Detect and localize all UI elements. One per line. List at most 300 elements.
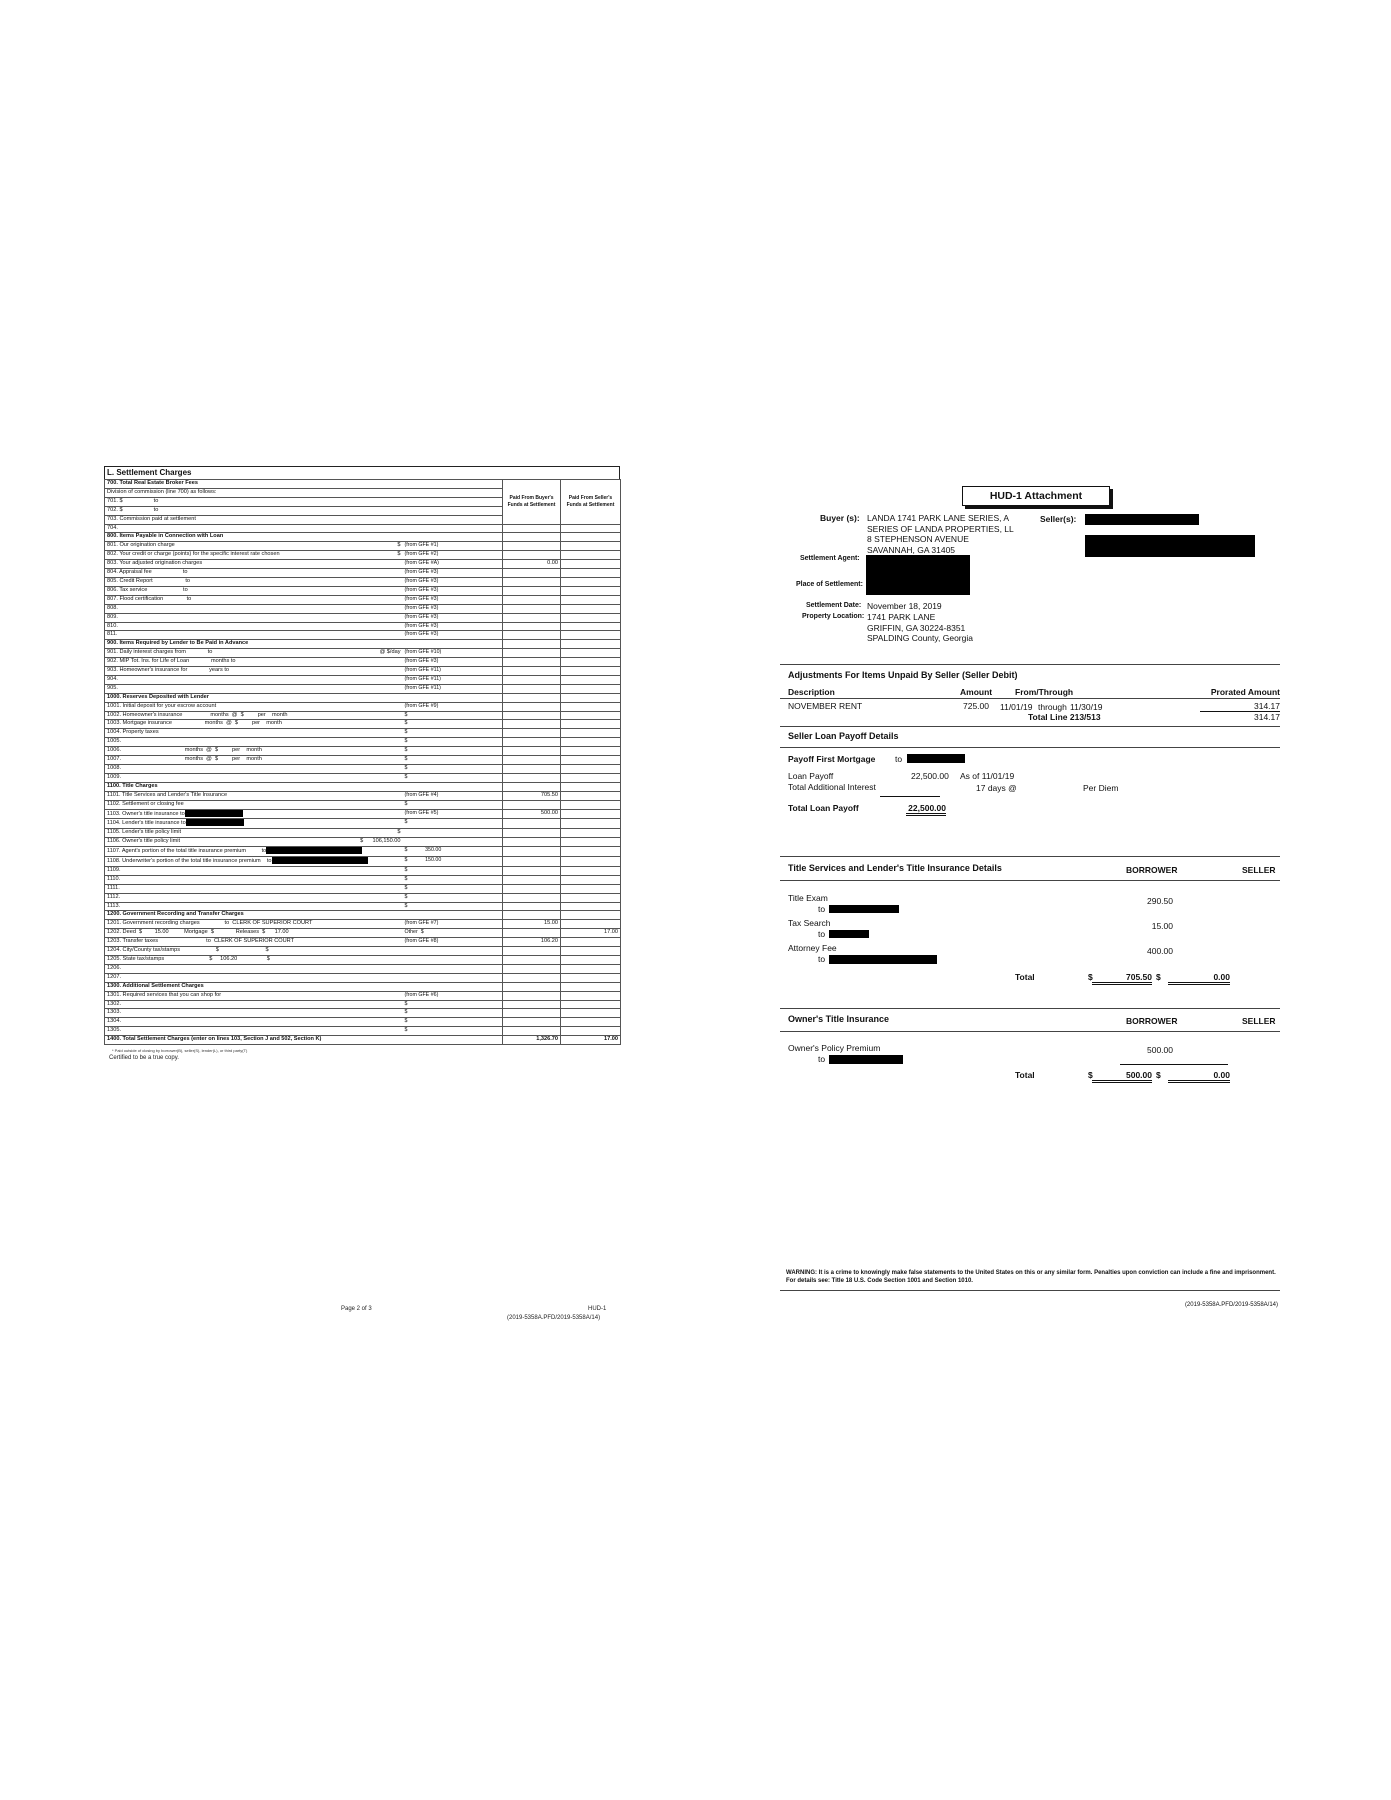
row-label [105, 693, 403, 702]
buyer-amount [503, 947, 561, 956]
seller-amount [561, 911, 621, 920]
row-label-text: 809. [107, 613, 118, 620]
row-label [105, 586, 403, 595]
row-label [105, 866, 403, 875]
buyer-amount: 1,326.70 [503, 1036, 561, 1045]
settlement-agent-redaction [866, 555, 970, 595]
seller-amount [561, 838, 621, 847]
row-label [105, 667, 403, 676]
buyer-amount [503, 738, 561, 747]
row-label [105, 488, 403, 497]
row-reference [403, 911, 503, 920]
loan-payoff-as-of: As of 11/01/19 [960, 771, 1015, 781]
row-label-text: 701. $ to [107, 497, 159, 504]
seller-amount [561, 857, 621, 867]
row-label [105, 515, 403, 524]
loan-payoff-value: 22,500.00 [911, 771, 949, 781]
row-label-text: 1004. Property taxes [107, 729, 159, 736]
row-label [105, 819, 403, 829]
table-row [105, 1000, 621, 1009]
seller-amount [561, 675, 621, 684]
seller-amount [561, 631, 621, 640]
seller-name-redaction [1085, 514, 1199, 525]
row-label-text: 1000. Reserves Deposited with Lender [107, 693, 209, 700]
row-label-text: 1007. months @ $ per month [107, 756, 262, 763]
buyer-amount [503, 693, 561, 702]
row-amount: @ $/day [379, 649, 401, 656]
row-reference: $ [403, 1018, 503, 1027]
table-row [105, 693, 621, 702]
row-label [105, 765, 403, 774]
redaction-block [272, 857, 368, 864]
row-label [105, 613, 403, 622]
seller-amount [561, 991, 621, 1000]
seller-amount [561, 720, 621, 729]
row-label-text: 901. Daily interest charges from to [107, 649, 213, 656]
row-reference [403, 488, 503, 497]
seller-amount [561, 693, 621, 702]
row-reference: $ [403, 738, 503, 747]
title-total-seller: 0.00 [1168, 972, 1230, 985]
table-row [105, 1018, 621, 1027]
seller-address-redaction [1085, 535, 1255, 557]
row-reference: (from GFE #11) [403, 684, 503, 693]
owners-seller-rule [1172, 1064, 1228, 1065]
row-label [105, 649, 403, 658]
section-title: L. Settlement Charges [104, 466, 620, 479]
seller-amount [561, 819, 621, 829]
row-reference [403, 1036, 503, 1045]
row-reference: (from GFE #9) [403, 702, 503, 711]
title-item-to: to [818, 929, 826, 939]
table-row [105, 929, 621, 938]
table-row [105, 955, 621, 964]
row-label [105, 982, 403, 991]
table-row [105, 640, 621, 649]
seller-amount [561, 982, 621, 991]
row-label [105, 720, 403, 729]
row-label-text: 1400. Total Settlement Charges (enter on lines 103, Section J and 502, Section K) [107, 1036, 322, 1043]
row-reference: (from GFE #3) [403, 569, 503, 578]
buyer-amount [503, 542, 561, 551]
row-reference [403, 497, 503, 506]
row-label [105, 929, 403, 938]
row-label-text: 1001. Initial deposit for your escrow account [107, 702, 217, 709]
buyer-amount [503, 893, 561, 902]
page-number: Page 2 of 3 [341, 1306, 372, 1312]
row-reference [403, 533, 503, 542]
row-label [105, 524, 403, 533]
col-seller: SELLER [1242, 865, 1276, 875]
row-label [105, 640, 403, 649]
row-label [105, 533, 403, 542]
row-label [105, 542, 403, 551]
row-reference: (from GFE #3) [403, 622, 503, 631]
row-label-text: 1305. [107, 1027, 121, 1034]
owners-total-borrower: 500.00 [1092, 1070, 1152, 1083]
col-from-through: From/Through [1015, 687, 1074, 697]
row-reference: (from GFE #4) [403, 791, 503, 800]
row-reference: $ 150.00 [403, 857, 503, 867]
row-reference: $ [403, 765, 503, 774]
buyer-amount [503, 577, 561, 586]
title-exam-redaction [829, 905, 899, 913]
property-block [867, 612, 973, 644]
row-reference [403, 947, 503, 956]
adjust-item-desc: NOVEMBER RENT [788, 701, 863, 711]
buyer-amount [503, 551, 561, 560]
row-label [105, 964, 403, 973]
form-code-left: (2019-5358A.PFD/2019-5358A/14) [507, 1315, 601, 1321]
row-label-text: 1105. Lender's title policy limit [107, 829, 182, 836]
row-label-text: 1301. Required services that you can shop for [107, 991, 222, 998]
owners-total-seller: 0.00 [1168, 1070, 1230, 1083]
owners-policy-label: Owner's Policy Premium [788, 1043, 881, 1053]
row-label-text: 1108. Underwriter's portion of the total title insurance premium to [107, 858, 272, 864]
table-row [105, 658, 621, 667]
seller-amount [561, 973, 621, 982]
seller-amount [561, 684, 621, 693]
owners-title-heading: Owner's Title Insurance [788, 1014, 890, 1024]
title-total-borrower: 705.50 [1092, 972, 1152, 985]
table-row [105, 973, 621, 982]
table-row [105, 838, 621, 847]
buyer-block [867, 513, 1014, 555]
row-label-text: 807. Flood certification to [107, 595, 192, 602]
row-label [105, 991, 403, 1000]
buyer-line: 8 STEPHENSON AVENUE [867, 534, 969, 544]
row-label [105, 756, 403, 765]
row-label [105, 893, 403, 902]
row-label-text: 1201. Government recording charges to CLERK OF SUPERIOR COURT [107, 920, 313, 927]
table-row [105, 911, 621, 920]
seller-amount [561, 765, 621, 774]
table-row [105, 947, 621, 956]
col-borrower: BORROWER [1126, 865, 1178, 875]
row-label-text: 800. Items Payable in Connection with Loan [107, 533, 224, 540]
row-label [105, 791, 403, 800]
seller-column-header: Paid From Seller's Funds at Settlement [561, 480, 621, 525]
buyer-amount [503, 667, 561, 676]
loan-payoff-label: Loan Payoff [788, 771, 834, 781]
row-label [105, 947, 403, 956]
buyer-amount [503, 866, 561, 875]
table-row [105, 809, 621, 819]
seller-amount [561, 920, 621, 929]
title-item-to: to [818, 954, 826, 964]
row-label-text: 1203. Transfer taxes to CLERK OF SUPERIOR COURT [107, 938, 295, 945]
seller-amount [561, 667, 621, 676]
seller-amount [561, 542, 621, 551]
row-label [105, 955, 403, 964]
seller-amount [561, 560, 621, 569]
divider [780, 880, 1280, 881]
buyer-amount [503, 1018, 561, 1027]
row-label-text: 805. Credit Report to [107, 577, 191, 584]
col-seller: SELLER [1242, 1016, 1276, 1026]
row-label-text: 1202. Deed $ 15.00 Mortgage $ Releases $ 17.00 [107, 929, 289, 936]
row-label [105, 569, 403, 578]
buyer-amount: 0.00 [503, 560, 561, 569]
table-row [105, 738, 621, 747]
seller-amount: 17.00 [561, 929, 621, 938]
row-label-text: 1111. [107, 884, 120, 891]
row-label [105, 675, 403, 684]
table-row [105, 524, 621, 533]
row-reference: $ [403, 819, 503, 829]
property-location-label: Property Location: [802, 613, 865, 620]
row-label [105, 1000, 403, 1009]
row-label-text: 904. [107, 675, 118, 682]
row-reference: (from GFE #3) [403, 631, 503, 640]
row-label [105, 809, 403, 819]
row-label-text: 1102. Settlement or closing fee [107, 800, 184, 807]
row-label-text: 802. Your credit or charge (points) for the specific interest rate chosen [107, 551, 280, 558]
row-reference [403, 524, 503, 533]
buyer-amount [503, 929, 561, 938]
table-row [105, 569, 621, 578]
table-row [105, 782, 621, 791]
table-row [105, 991, 621, 1000]
row-label-text: 1207. [107, 973, 121, 980]
row-label [105, 577, 403, 586]
buyer-amount [503, 1000, 561, 1009]
title-item-value: 290.50 [1147, 896, 1173, 906]
owners-policy-value: 500.00 [1147, 1045, 1173, 1055]
row-reference: (from GFE #1) [403, 542, 503, 551]
certified-text: Certified to be a true copy. [109, 1055, 179, 1062]
seller-amount [561, 782, 621, 791]
buyer-amount [503, 1027, 561, 1036]
row-label [105, 622, 403, 631]
payoff-first-mortgage: Payoff First Mortgage [788, 754, 876, 764]
row-reference: (from GFE #3) [403, 658, 503, 667]
seller-amount [561, 595, 621, 604]
row-reference: (from GFE #3) [403, 586, 503, 595]
row-reference: (from GFE #3) [403, 613, 503, 622]
seller-amount [561, 533, 621, 542]
seller-amount [561, 800, 621, 809]
row-label [105, 911, 403, 920]
table-row [105, 533, 621, 542]
settlement-agent-label: Settlement Agent: [800, 555, 860, 562]
row-label [105, 1027, 403, 1036]
buyer-amount [503, 902, 561, 911]
per-diem: Per Diem [1083, 783, 1119, 793]
table-row [105, 667, 621, 676]
form-id: HUD-1 [588, 1306, 607, 1312]
row-label-text: 905. [107, 684, 118, 691]
row-label-text: 903. Homeowner's insurance for years to [107, 667, 230, 674]
payoff-heading: Seller Loan Payoff Details [788, 731, 899, 741]
row-reference: (from GFE #10) [403, 649, 503, 658]
row-label-text: 1006. months @ $ per month [107, 747, 262, 754]
seller-amount [561, 791, 621, 800]
buyer-amount [503, 569, 561, 578]
table-row [105, 765, 621, 774]
seller-amount [561, 938, 621, 947]
seller-amount [561, 738, 621, 747]
buyer-amount [503, 829, 561, 838]
title-item-name: Attorney Fee [788, 943, 837, 953]
row-reference: $ [403, 720, 503, 729]
table-row [105, 1036, 621, 1045]
property-line: SPALDING County, Georgia [867, 633, 973, 643]
row-label-text: 703. Commission paid at settlement [107, 515, 196, 522]
seller-amount: 17.00 [561, 1036, 621, 1045]
row-reference: $ [403, 893, 503, 902]
tax-search-redaction [829, 930, 869, 938]
row-label-text: Division of commission (line 700) as follows: [107, 488, 217, 495]
buyer-amount [503, 675, 561, 684]
row-label [105, 702, 403, 711]
row-reference: (from GFE #3) [403, 604, 503, 613]
divider [780, 1008, 1280, 1009]
row-reference [403, 964, 503, 973]
row-label-text: 1003. Mortgage insurance months @ $ per month [107, 720, 282, 727]
buyer-amount [503, 684, 561, 693]
title-services-heading: Title Services and Lender's Title Insurance Details [788, 863, 1002, 873]
table-row [105, 902, 621, 911]
row-label [105, 838, 403, 847]
adjust-item-prorated: 314.17 [1200, 701, 1280, 712]
row-label [105, 711, 403, 720]
dollar-sign: $ [1088, 1070, 1093, 1080]
buyer-amount [503, 982, 561, 991]
seller-amount [561, 1027, 621, 1036]
lender-redaction [907, 754, 965, 763]
row-reference: $ [403, 756, 503, 765]
buyer-amount [503, 524, 561, 533]
table-row [105, 622, 621, 631]
row-reference: (from GFE #3) [403, 577, 503, 586]
row-label-text: 1110. [107, 875, 121, 882]
col-borrower: BORROWER [1126, 1016, 1178, 1026]
table-row [105, 729, 621, 738]
attachment-title: HUD-1 Attachment [962, 486, 1110, 506]
adjust-total-value: 314.17 [1254, 712, 1280, 722]
seller-amount [561, 884, 621, 893]
row-amount: $ [397, 551, 401, 558]
table-row [105, 720, 621, 729]
row-reference: $ [403, 1000, 503, 1009]
table-row [105, 800, 621, 809]
buyer-amount [503, 838, 561, 847]
buyer-amount [503, 964, 561, 973]
buyer-amount [503, 729, 561, 738]
row-label-text: 1104. Lender's title insurance to [107, 820, 186, 827]
table-row [105, 920, 621, 929]
row-reference [403, 838, 503, 847]
row-label-text: 1300. Additional Settlement Charges [107, 982, 204, 989]
seller-amount [561, 551, 621, 560]
row-label [105, 800, 403, 809]
title-item-to: to [818, 904, 826, 914]
row-label [105, 497, 403, 506]
seller-amount [561, 955, 621, 964]
table-row [105, 829, 621, 838]
row-label-text: 1205. State tax/stamps $ 106.20 $ [107, 955, 270, 962]
buyer-amount [503, 773, 561, 782]
adjust-total-label: Total Line 213/513 [1028, 712, 1101, 722]
seller-amount [561, 1018, 621, 1027]
table-row [105, 884, 621, 893]
adjust-item-amount: 725.00 [963, 701, 989, 711]
row-reference: (from GFE #6) [403, 991, 503, 1000]
row-label-text: 1107. Agent's portion of the total title insurance premium to [107, 848, 267, 855]
table-row [105, 982, 621, 991]
row-label [105, 973, 403, 982]
buyer-amount [503, 720, 561, 729]
seller-amount [561, 711, 621, 720]
buyer-amount [503, 640, 561, 649]
buyer-amount: 106.20 [503, 938, 561, 947]
table-row [105, 1027, 621, 1036]
table-row [105, 577, 621, 586]
row-label-text: 1106. Owner's title policy limit [107, 838, 181, 845]
row-label [105, 729, 403, 738]
row-reference [403, 480, 503, 489]
row-label [105, 1018, 403, 1027]
row-reference: $ [403, 1009, 503, 1018]
redaction-block [266, 847, 362, 854]
row-label [105, 595, 403, 604]
row-reference: (from GFE #2) [403, 551, 503, 560]
title-item-name: Title Exam [788, 893, 828, 903]
table-row [105, 586, 621, 595]
row-label [105, 551, 403, 560]
row-label-text: 803. Your adjusted origination charges [107, 560, 203, 567]
table-row [105, 1009, 621, 1018]
buyer-amount [503, 955, 561, 964]
row-label [105, 773, 403, 782]
dollar-sign: $ [1088, 972, 1093, 982]
row-reference: $ [403, 729, 503, 738]
seller-amount [561, 524, 621, 533]
table-row [105, 847, 621, 857]
buyer-amount [503, 765, 561, 774]
row-label [105, 875, 403, 884]
row-reference: $ [403, 711, 503, 720]
seller-amount [561, 586, 621, 595]
row-reference: $ [403, 773, 503, 782]
seller-amount [561, 829, 621, 838]
col-description: Description [788, 687, 835, 697]
row-reference: $ [403, 800, 503, 809]
seller-amount [561, 729, 621, 738]
row-label [105, 658, 403, 667]
owners-borrower-rule [1120, 1064, 1174, 1065]
row-label [105, 884, 403, 893]
table-row [105, 542, 621, 551]
table-row [105, 702, 621, 711]
table-row [105, 964, 621, 973]
col-prorated: Prorated Amount [1210, 687, 1280, 697]
divider [780, 856, 1280, 857]
redaction-block [185, 810, 243, 817]
row-reference [403, 973, 503, 982]
buyer-amount [503, 631, 561, 640]
owners-total-label: Total [1015, 1070, 1035, 1080]
row-label [105, 857, 403, 867]
row-label [105, 631, 403, 640]
row-label-text: 806. Tax service to [107, 586, 188, 593]
buyer-amount [503, 1009, 561, 1018]
table-row [105, 893, 621, 902]
table-row [105, 866, 621, 875]
buyer-amount [503, 875, 561, 884]
row-reference: Other $ [403, 929, 503, 938]
